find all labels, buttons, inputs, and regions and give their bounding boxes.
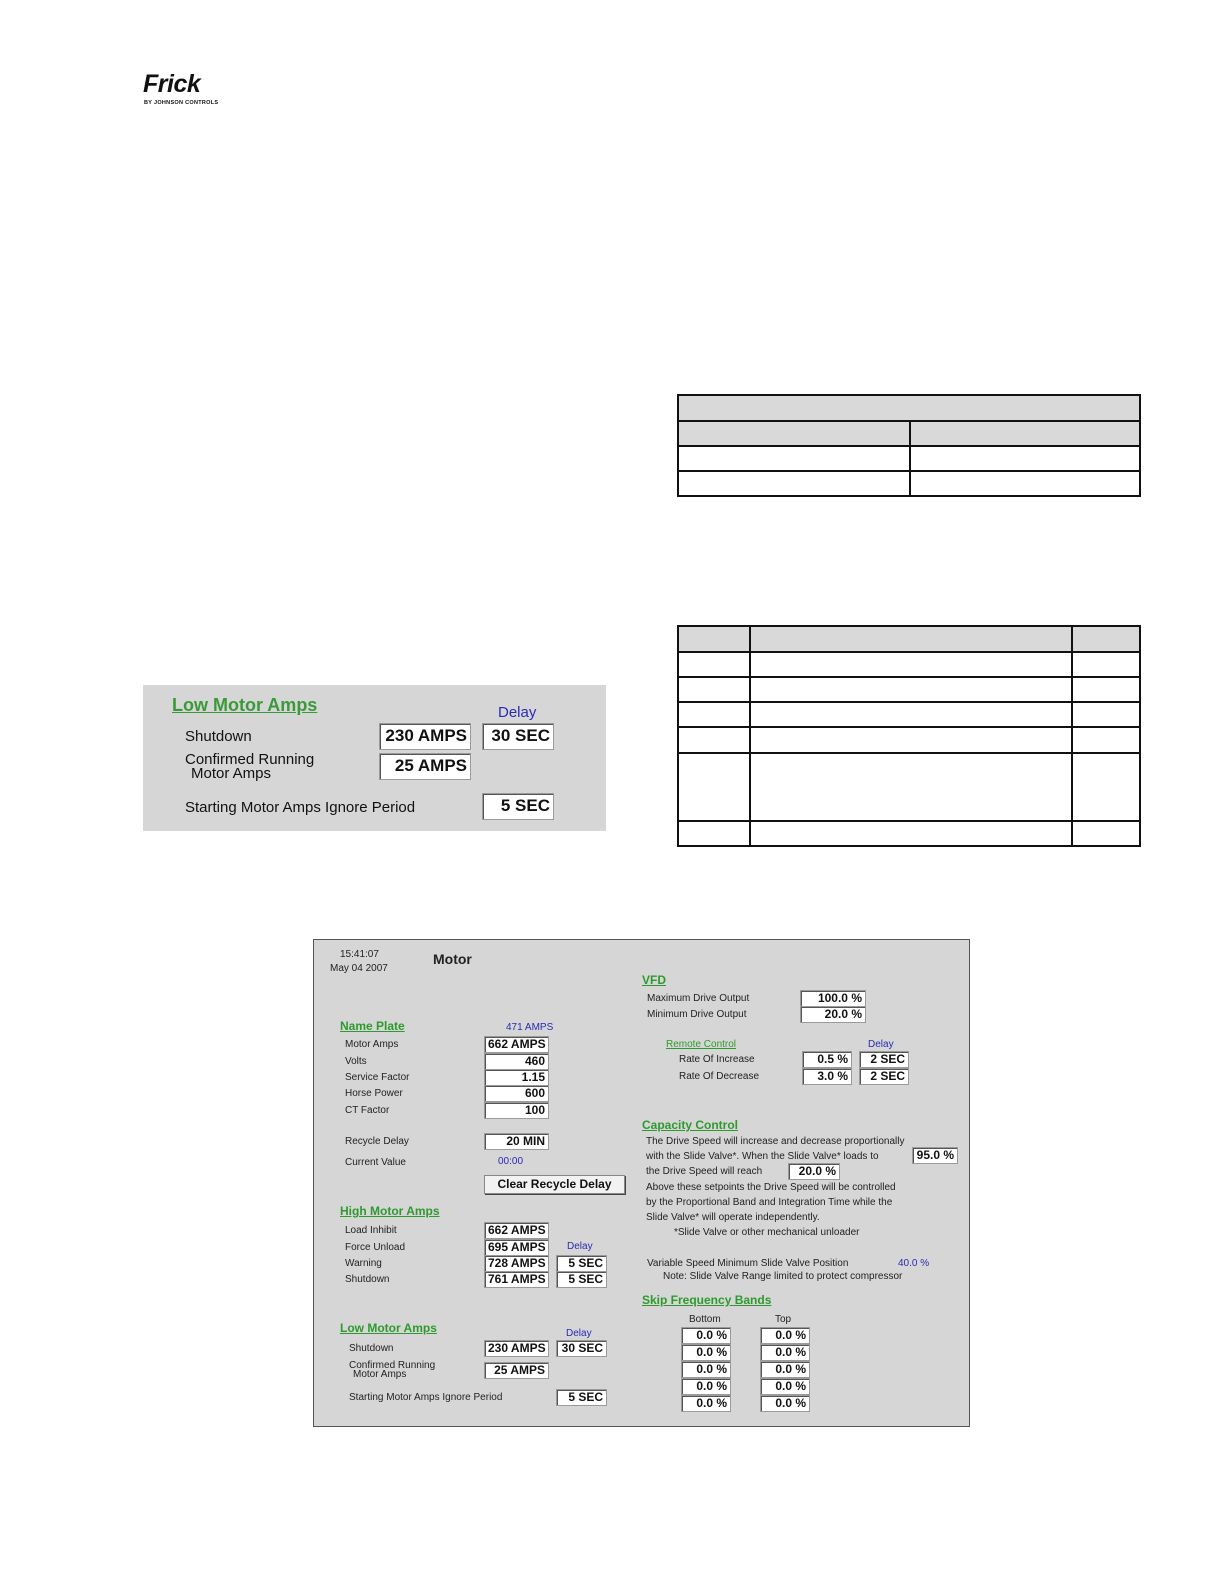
min-drive-output-label: Minimum Drive Output (647, 1009, 747, 1020)
max-drive-output-label: Maximum Drive Output (647, 993, 750, 1004)
table-cell (910, 471, 1140, 496)
capacity-text-line5: by the Proportional Band and Integration Time while the (646, 1197, 893, 1208)
table-header-cell (678, 626, 750, 652)
skip-top-field-1[interactable]: 0.0 % (760, 1327, 810, 1344)
frick-logo (143, 70, 227, 110)
min-slide-valve-label: Variable Speed Minimum Slide Valve Position (647, 1258, 849, 1269)
low-confirmed-amps-field[interactable]: 25 AMPS (484, 1362, 549, 1379)
clear-recycle-delay-button[interactable]: Clear Recycle Delay (484, 1175, 625, 1194)
skip-bottom-field-5[interactable]: 0.0 % (681, 1395, 731, 1412)
low-amps-delay-header: Delay (566, 1328, 592, 1339)
low-shutdown-label: Shutdown (349, 1343, 394, 1354)
table-cell (750, 652, 1072, 677)
delay-header: Delay (498, 704, 537, 721)
skip-top-field-3[interactable]: 0.0 % (760, 1361, 810, 1378)
high-motor-amps-title: High Motor Amps (340, 1204, 440, 1218)
ct-factor-field[interactable]: 100 (484, 1102, 549, 1119)
rate-increase-label: Rate Of Increase (679, 1054, 755, 1065)
confirmed-running-label-line2: Motor Amps (191, 765, 272, 782)
low-confirmed-label-line1: Confirmed Running (349, 1360, 436, 1371)
horse-power-label: Horse Power (345, 1088, 403, 1099)
table-cell (750, 702, 1072, 727)
warning-delay-field[interactable]: 5 SEC (556, 1255, 607, 1272)
motor-screen (313, 939, 970, 1427)
warning-label: Warning (345, 1258, 382, 1269)
table-header-cell (678, 421, 910, 446)
confirmed-amps-field[interactable]: 25 AMPS (379, 753, 471, 780)
table-cell (750, 753, 1072, 821)
high-shutdown-delay-field[interactable]: 5 SEC (556, 1271, 607, 1288)
skip-bottom-field-1[interactable]: 0.0 % (681, 1327, 731, 1344)
force-unload-field[interactable]: 695 AMPS (484, 1239, 549, 1256)
skip-top-field-5[interactable]: 0.0 % (760, 1395, 810, 1412)
table-header-cell (750, 626, 1072, 652)
low-ignore-label: Starting Motor Amps Ignore Period (349, 1392, 503, 1403)
shutdown-label: Shutdown (185, 728, 252, 745)
current-motor-amps: 471 AMPS (506, 1022, 554, 1033)
table-cell (678, 821, 750, 846)
table-cell (678, 652, 750, 677)
ignore-period-field[interactable]: 5 SEC (482, 793, 554, 820)
low-motor-amps-title-small: Low Motor Amps (340, 1321, 437, 1335)
capacity-footnote: *Slide Valve or other mechanical unloader (674, 1227, 860, 1238)
table-cell (1072, 727, 1140, 752)
recycle-delay-label: Recycle Delay (345, 1136, 409, 1147)
slide-valve-load-field[interactable]: 95.0 % (912, 1147, 958, 1164)
warning-amps-field[interactable]: 728 AMPS (484, 1255, 549, 1272)
high-shutdown-amps-field[interactable]: 761 AMPS (484, 1271, 549, 1288)
screen-title: Motor (433, 951, 472, 967)
table-cell (1072, 821, 1140, 846)
low-confirmed-label-line2: Motor Amps (353, 1369, 407, 1380)
max-drive-output-field[interactable]: 100.0 % (800, 990, 866, 1007)
skip-bottom-field-3[interactable]: 0.0 % (681, 1361, 731, 1378)
volts-field[interactable]: 460 (484, 1053, 549, 1070)
low-confirmed-label (349, 1361, 435, 1379)
high-amps-delay-header: Delay (567, 1241, 593, 1252)
table-cell (678, 753, 750, 821)
recycle-delay-field[interactable]: 20 MIN (484, 1133, 549, 1150)
skip-top-field-4[interactable]: 0.0 % (760, 1378, 810, 1395)
table-cell (1072, 677, 1140, 702)
table-cell (750, 677, 1072, 702)
clock-time: 15:41:07 (340, 949, 379, 960)
load-inhibit-label: Load Inhibit (345, 1225, 397, 1236)
low-motor-amps-title: Low Motor Amps (172, 695, 318, 715)
low-shutdown-amps-field[interactable]: 230 AMPS (484, 1340, 549, 1357)
low-shutdown-delay-field[interactable]: 30 SEC (556, 1340, 607, 1357)
logo-byline: BY JOHNSON CONTROLS (144, 100, 219, 106)
table-cell (678, 702, 750, 727)
load-inhibit-field[interactable]: 662 AMPS (484, 1222, 549, 1239)
rate-decrease-label: Rate Of Decrease (679, 1071, 760, 1082)
skip-top-header: Top (775, 1314, 792, 1325)
service-factor-label: Service Factor (345, 1072, 410, 1083)
remote-control-title: Remote Control (666, 1039, 737, 1050)
slide-valve-note: Note: Slide Valve Range limited to protect compressor (663, 1271, 903, 1282)
capacity-control-title: Capacity Control (642, 1118, 739, 1132)
table-cell (678, 471, 910, 496)
low-motor-amps-panel (143, 685, 606, 831)
clock-date: May 04 2007 (330, 963, 388, 974)
rate-increase-delay-field[interactable]: 2 SEC (859, 1051, 909, 1068)
min-slide-valve-value: 40.0 % (898, 1258, 930, 1269)
ignore-period-label: Starting Motor Amps Ignore Period (185, 799, 416, 816)
table-cell (1072, 753, 1140, 821)
low-ignore-delay-field[interactable]: 5 SEC (556, 1389, 607, 1406)
table-cell (678, 677, 750, 702)
table-cell (678, 727, 750, 752)
confirmed-running-label (185, 753, 314, 781)
rate-decrease-delay-field[interactable]: 2 SEC (859, 1068, 909, 1085)
skip-bottom-field-4[interactable]: 0.0 % (681, 1378, 731, 1395)
skip-bottom-header: Bottom (689, 1314, 721, 1325)
empty-table-2 (677, 625, 1141, 847)
skip-frequency-title: Skip Frequency Bands (642, 1293, 772, 1307)
table-header-cell (1072, 626, 1140, 652)
name-plate-title: Name Plate (340, 1019, 405, 1033)
remote-delay-header: Delay (868, 1039, 894, 1050)
rate-increase-field[interactable]: 0.5 % (802, 1051, 852, 1068)
table-cell (1072, 652, 1140, 677)
skip-bottom-field-2[interactable]: 0.0 % (681, 1344, 731, 1361)
motor-amps-field[interactable]: 662 AMPS (484, 1036, 549, 1053)
drive-speed-field[interactable]: 20.0 % (788, 1163, 840, 1180)
volts-label: Volts (345, 1056, 367, 1067)
table-cell (750, 727, 1072, 752)
force-unload-label: Force Unload (345, 1242, 406, 1253)
horse-power-field[interactable]: 600 (484, 1085, 549, 1102)
table-header-cell (910, 421, 1140, 446)
table-header-cell (678, 395, 1140, 421)
capacity-text-line3: the Drive Speed will reach (646, 1166, 763, 1177)
min-drive-output-field[interactable]: 20.0 % (800, 1006, 866, 1023)
table-cell (1072, 702, 1140, 727)
capacity-text-line6: Slide Valve* will operate independently. (646, 1212, 820, 1223)
current-value-label: Current Value (345, 1157, 406, 1168)
ct-factor-label: CT Factor (345, 1105, 390, 1116)
vfd-title: VFD (642, 973, 666, 987)
capacity-text-line4: Above these setpoints the Drive Speed will be controlled (646, 1182, 896, 1193)
service-factor-field[interactable]: 1.15 (484, 1069, 549, 1086)
confirmed-running-label-line1: Confirmed Running (185, 751, 315, 768)
logo-wordmark: Frick (143, 70, 201, 98)
capacity-text-line1: The Drive Speed will increase and decrease proportionally (646, 1136, 905, 1147)
high-shutdown-label: Shutdown (345, 1274, 390, 1285)
rate-decrease-field[interactable]: 3.0 % (802, 1068, 852, 1085)
table-cell (910, 446, 1140, 471)
motor-amps-label: Motor Amps (345, 1039, 399, 1050)
table-cell (750, 821, 1072, 846)
table-cell (678, 446, 910, 471)
skip-top-field-2[interactable]: 0.0 % (760, 1344, 810, 1361)
empty-table-1 (677, 394, 1141, 497)
shutdown-delay-field[interactable]: 30 SEC (482, 723, 554, 750)
capacity-text-line2: with the Slide Valve*. When the Slide Valve* loads to (646, 1151, 879, 1162)
current-value: 00:00 (498, 1156, 524, 1167)
shutdown-amps-field[interactable]: 230 AMPS (379, 723, 471, 750)
